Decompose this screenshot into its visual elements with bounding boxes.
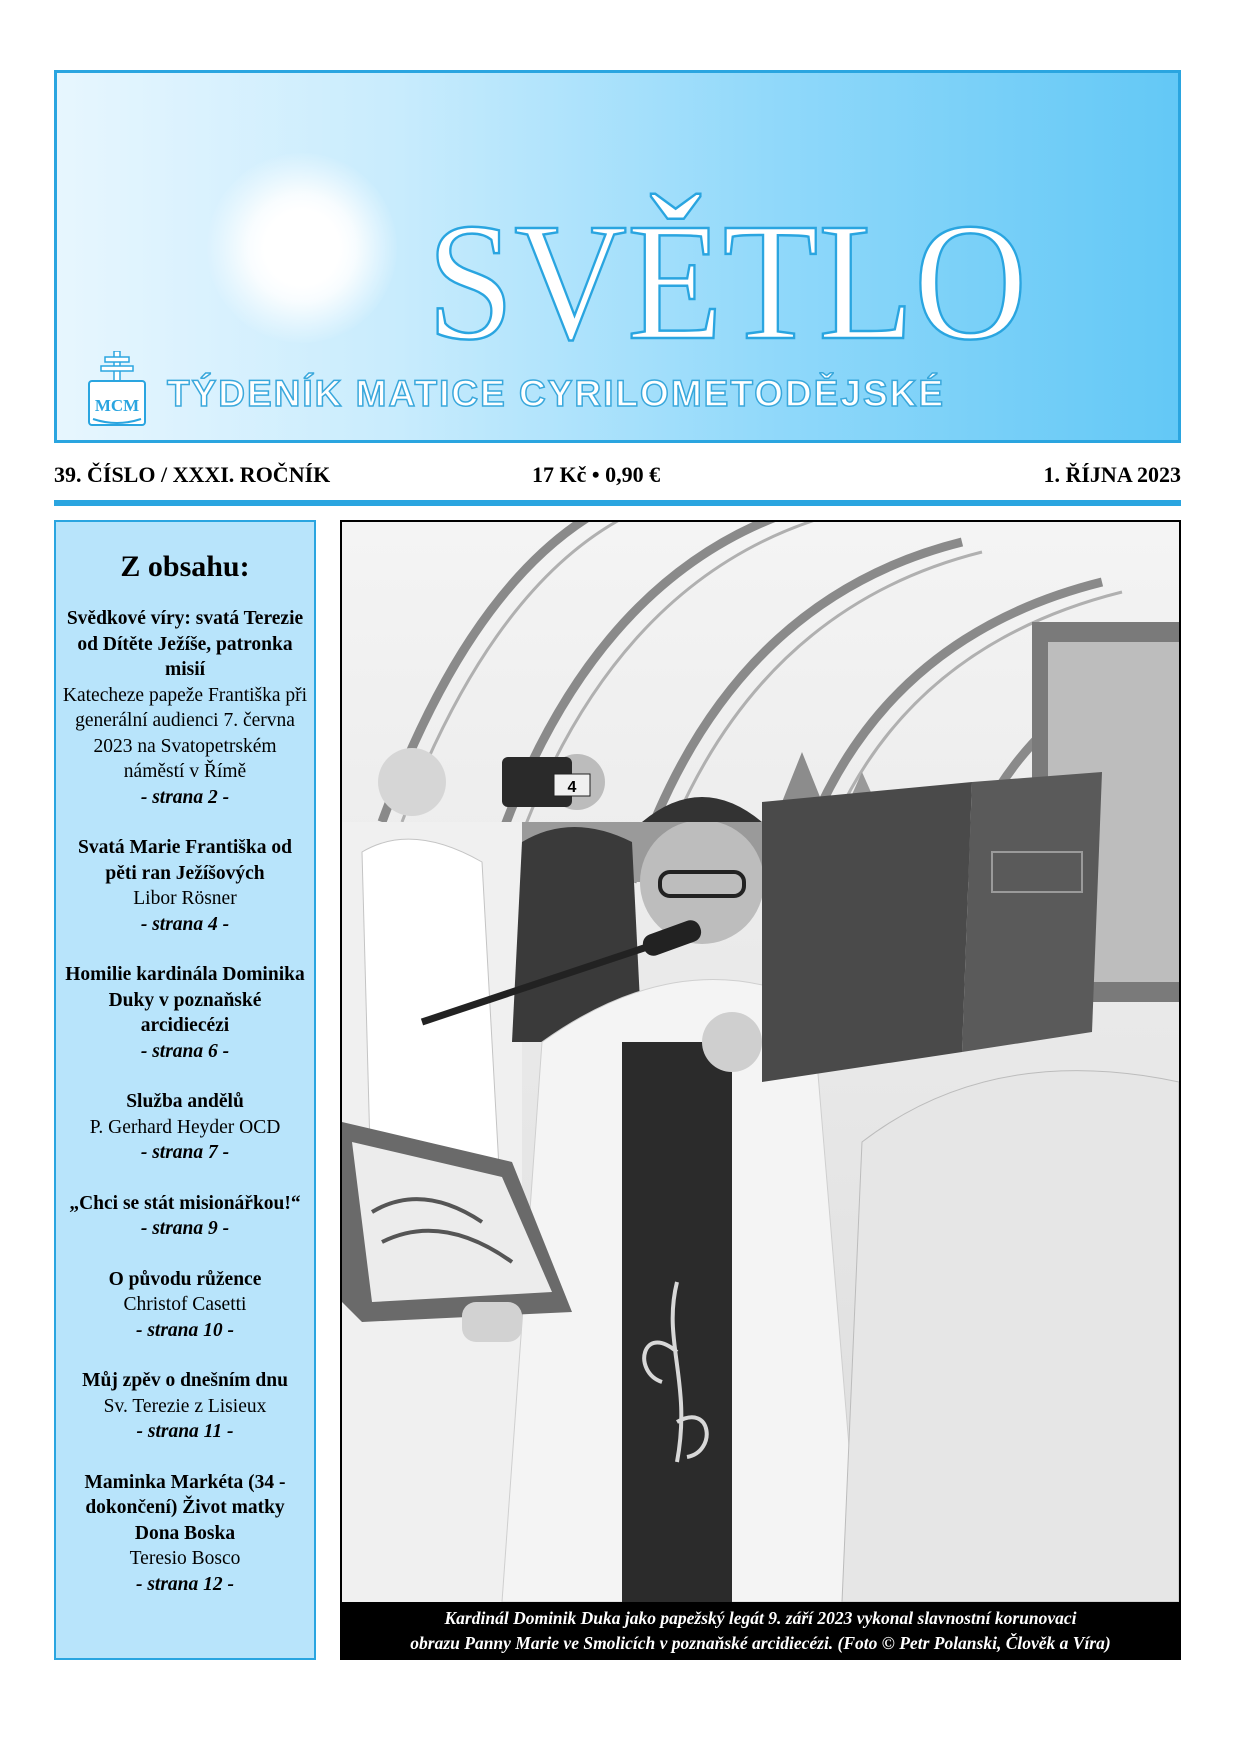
photo-caption xyxy=(342,1602,1179,1658)
toc-item[interactable] xyxy=(62,606,308,810)
toc-author: Christof Casetti xyxy=(123,1294,247,1315)
toc-title: Můj zpěv o dnešním dnu xyxy=(82,1370,288,1391)
toc-author: Libor Rösner xyxy=(133,888,237,909)
toc-title: Homilie kardinála Dominika Duky v poznaňské arcidiecézi xyxy=(65,964,305,1036)
svg-text:4: 4 xyxy=(567,779,577,796)
toc-item[interactable] xyxy=(62,1267,308,1344)
sun-glow xyxy=(207,153,397,343)
toc-page: - strana 9 - xyxy=(140,1218,230,1239)
toc-page: - strana 10 - xyxy=(135,1319,235,1341)
cover-photo xyxy=(340,520,1181,1660)
mcm-logo xyxy=(85,351,149,431)
toc-title: „Chci se stát misionářkou!“ xyxy=(69,1192,301,1214)
toc-title: Svatá Marie Františka od pěti ran Ježíšových xyxy=(78,837,292,884)
toc-page: - strana 4 - xyxy=(140,913,230,935)
caption-line-1: Kardinál Dominik Duka jako papežský legát 9. září 2023 vykonal slavnostní korunovaci xyxy=(444,1608,1077,1628)
toc-author: Katecheze papeže Františka při generální audienci 7. června 2023 na Svatopetrském náměstí v Římě xyxy=(62,684,308,782)
divider-rule xyxy=(54,500,1181,506)
toc-item[interactable] xyxy=(62,1191,308,1242)
toc-page: - strana 12 - xyxy=(135,1573,235,1595)
svg-text:MCM: MCM xyxy=(94,396,140,415)
svg-text:SVĚTLO: SVĚTLO xyxy=(427,189,1027,375)
toc-item[interactable] xyxy=(62,1470,308,1598)
toc-author: Teresio Bosco xyxy=(129,1548,241,1569)
toc-item[interactable] xyxy=(62,1368,308,1445)
toc-page: - strana 6 - xyxy=(140,1040,230,1062)
toc-title: Svědkové víry: svatá Terezie od Dítěte Ježíše, patronka misií xyxy=(66,608,304,680)
issue-info xyxy=(54,462,1181,492)
toc-item[interactable] xyxy=(62,835,308,937)
toc-title: Maminka Markéta (34 - dokončení) Život matky Dona Boska xyxy=(84,1471,286,1544)
toc-item[interactable] xyxy=(62,1089,308,1166)
cover-photo-illustration xyxy=(342,522,1179,1602)
toc-page: - strana 2 - xyxy=(140,786,230,808)
toc-page: - strana 7 - xyxy=(140,1142,230,1163)
masthead xyxy=(54,70,1181,443)
toc-item[interactable] xyxy=(62,962,308,1064)
toc-title: O původu růžence xyxy=(108,1268,262,1290)
toc-author: Sv. Terezie z Lisieux xyxy=(103,1395,267,1417)
issue-price: 17 Kč • 0,90 € xyxy=(532,462,661,487)
toc-title: Služba andělů xyxy=(126,1091,244,1112)
issue-number: 39. ČÍSLO / XXXI. ROČNÍK xyxy=(54,462,331,487)
toc-page: - strana 11 - xyxy=(136,1421,234,1442)
toc-author: P. Gerhard Heyder OCD xyxy=(89,1116,281,1138)
issue-date: 1. ŘÍJNA 2023 xyxy=(1043,462,1181,487)
contents-sidebar xyxy=(54,520,316,1660)
contents-heading: Z obsahu: xyxy=(120,550,250,583)
caption-line-2: obrazu Panny Marie ve Smolicích v poznaňské arcidiecézi. (Foto © Petr Polanski, Člověk a Víra) xyxy=(410,1633,1111,1653)
masthead-subtitle: TÝDENÍK MATICE CYRILOMETODĚJSKÉ xyxy=(167,373,946,414)
